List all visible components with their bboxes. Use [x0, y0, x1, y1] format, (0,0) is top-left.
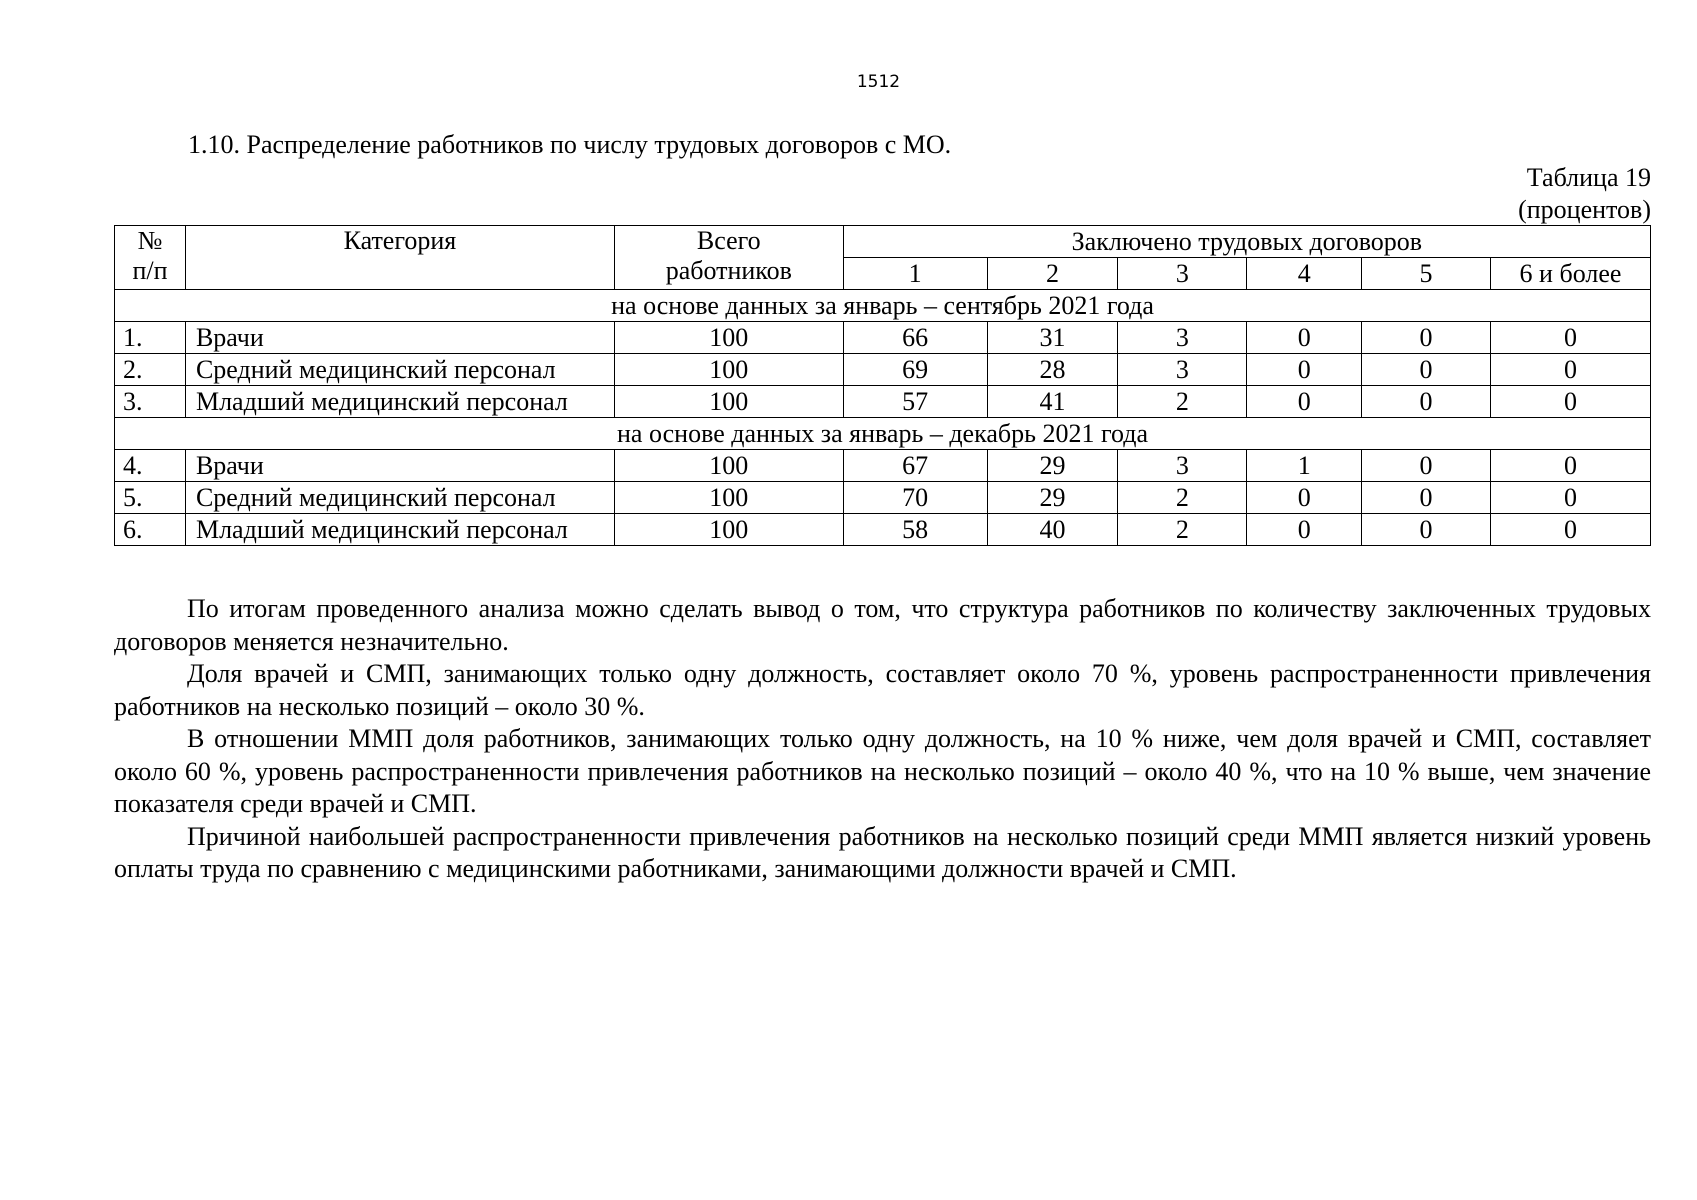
row-c3: 3	[1118, 322, 1247, 354]
row-c3: 2	[1118, 514, 1247, 546]
header-contract-col-2: 2	[987, 258, 1118, 290]
table-row	[115, 322, 1651, 354]
row-total: 100	[614, 354, 843, 386]
header-category: Категория	[185, 226, 614, 290]
row-c3: 3	[1118, 354, 1247, 386]
row-c1: 67	[843, 450, 987, 482]
row-c2: 40	[987, 514, 1118, 546]
row-c5: 0	[1362, 354, 1491, 386]
row-category: Врачи	[185, 450, 614, 482]
row-c5: 0	[1362, 482, 1491, 514]
table-row	[115, 450, 1651, 482]
row-c5: 0	[1362, 322, 1491, 354]
row-c4: 0	[1247, 514, 1362, 546]
row-c6: 0	[1490, 482, 1650, 514]
table-row	[115, 354, 1651, 386]
row-c4: 0	[1247, 482, 1362, 514]
row-c4: 0	[1247, 322, 1362, 354]
row-c1: 69	[843, 354, 987, 386]
row-category: Младший медицинский персонал	[185, 514, 614, 546]
row-c6: 0	[1490, 514, 1650, 546]
row-total: 100	[614, 482, 843, 514]
row-category: Средний медицинский персонал	[185, 354, 614, 386]
row-num: 6.	[115, 514, 186, 546]
row-c3: 3	[1118, 450, 1247, 482]
header-contract-col-5: 5	[1362, 258, 1491, 290]
row-c3: 2	[1118, 482, 1247, 514]
row-total: 100	[614, 386, 843, 418]
row-total: 100	[614, 450, 843, 482]
page-number: 1512	[856, 72, 901, 92]
row-c6: 0	[1490, 322, 1650, 354]
row-c3: 2	[1118, 386, 1247, 418]
row-c2: 31	[987, 322, 1118, 354]
section-caption-row	[115, 290, 1651, 322]
section-caption: на основе данных за январь – сентябрь 2021 года	[115, 290, 1651, 322]
row-num: 2.	[115, 354, 186, 386]
header-contract-col-4: 4	[1247, 258, 1362, 290]
header-num	[115, 226, 186, 290]
row-c2: 28	[987, 354, 1118, 386]
row-c6: 0	[1490, 354, 1650, 386]
row-c2: 41	[987, 386, 1118, 418]
employment-contracts-table	[114, 225, 1651, 546]
header-contract-col-6: 6 и более	[1490, 258, 1650, 290]
row-c6: 0	[1490, 450, 1650, 482]
row-category: Младший медицинский персонал	[185, 386, 614, 418]
header-num-line1: №	[137, 226, 163, 255]
row-c6: 0	[1490, 386, 1650, 418]
row-total: 100	[614, 322, 843, 354]
paragraph: Причиной наибольшей распространенности привлечения работников на несколько позиций среди ММП является низкий уровень оплаты труда по сравнению с медицинскими работниками, занимающими должности врачей и СМП.	[114, 821, 1651, 883]
row-category: Врачи	[185, 322, 614, 354]
row-num: 4.	[115, 450, 186, 482]
table-caption-name: Таблица 19	[1526, 163, 1651, 192]
section-title: 1.10. Распределение работников по числу трудовых договоров с МО.	[188, 130, 952, 159]
table-header-row-1	[115, 226, 1651, 258]
row-c1: 57	[843, 386, 987, 418]
row-c1: 70	[843, 482, 987, 514]
row-num: 5.	[115, 482, 186, 514]
header-contract-col-3: 3	[1118, 258, 1247, 290]
header-total	[614, 226, 843, 290]
table-caption-unit: (процентов)	[1518, 195, 1651, 224]
row-c5: 0	[1362, 386, 1491, 418]
table-caption	[1518, 162, 1651, 226]
body-text	[114, 593, 1651, 886]
section-caption: на основе данных за январь – декабрь 2021 года	[115, 418, 1651, 450]
row-c1: 58	[843, 514, 987, 546]
header-num-line2: п/п	[132, 256, 168, 285]
row-c4: 0	[1247, 354, 1362, 386]
row-category: Средний медицинский персонал	[185, 482, 614, 514]
paragraph: Доля врачей и СМП, занимающих только одну должность, составляет около 70 %, уровень распространенности привлечения работников на несколько позиций – около 30 %.	[114, 659, 1651, 721]
header-total-line1: Всего	[696, 226, 761, 255]
table-row	[115, 386, 1651, 418]
row-total: 100	[614, 514, 843, 546]
header-contracts-group: Заключено трудовых договоров	[843, 226, 1650, 258]
header-total-line2: работников	[665, 256, 792, 285]
row-c5: 0	[1362, 514, 1491, 546]
row-c2: 29	[987, 482, 1118, 514]
paragraph: По итогам проведенного анализа можно сделать вывод о том, что структура работников по количеству заключенных трудовых договоров меняется незначительно.	[114, 594, 1651, 656]
row-c4: 1	[1247, 450, 1362, 482]
table-row	[115, 482, 1651, 514]
row-num: 3.	[115, 386, 186, 418]
row-c2: 29	[987, 450, 1118, 482]
row-c1: 66	[843, 322, 987, 354]
row-num: 1.	[115, 322, 186, 354]
row-c5: 0	[1362, 450, 1491, 482]
table-row	[115, 514, 1651, 546]
paragraph: В отношении ММП доля работников, занимающих только одну должность, на 10 % ниже, чем доля врачей и СМП, составляет около 60 %, уровень распространенности привлечения работников на несколько позиций – около 40 %, что на 10 % выше, чем значение показателя среди врачей и СМП.	[114, 724, 1651, 818]
row-c4: 0	[1247, 386, 1362, 418]
header-contract-col-1: 1	[843, 258, 987, 290]
section-caption-row	[115, 418, 1651, 450]
